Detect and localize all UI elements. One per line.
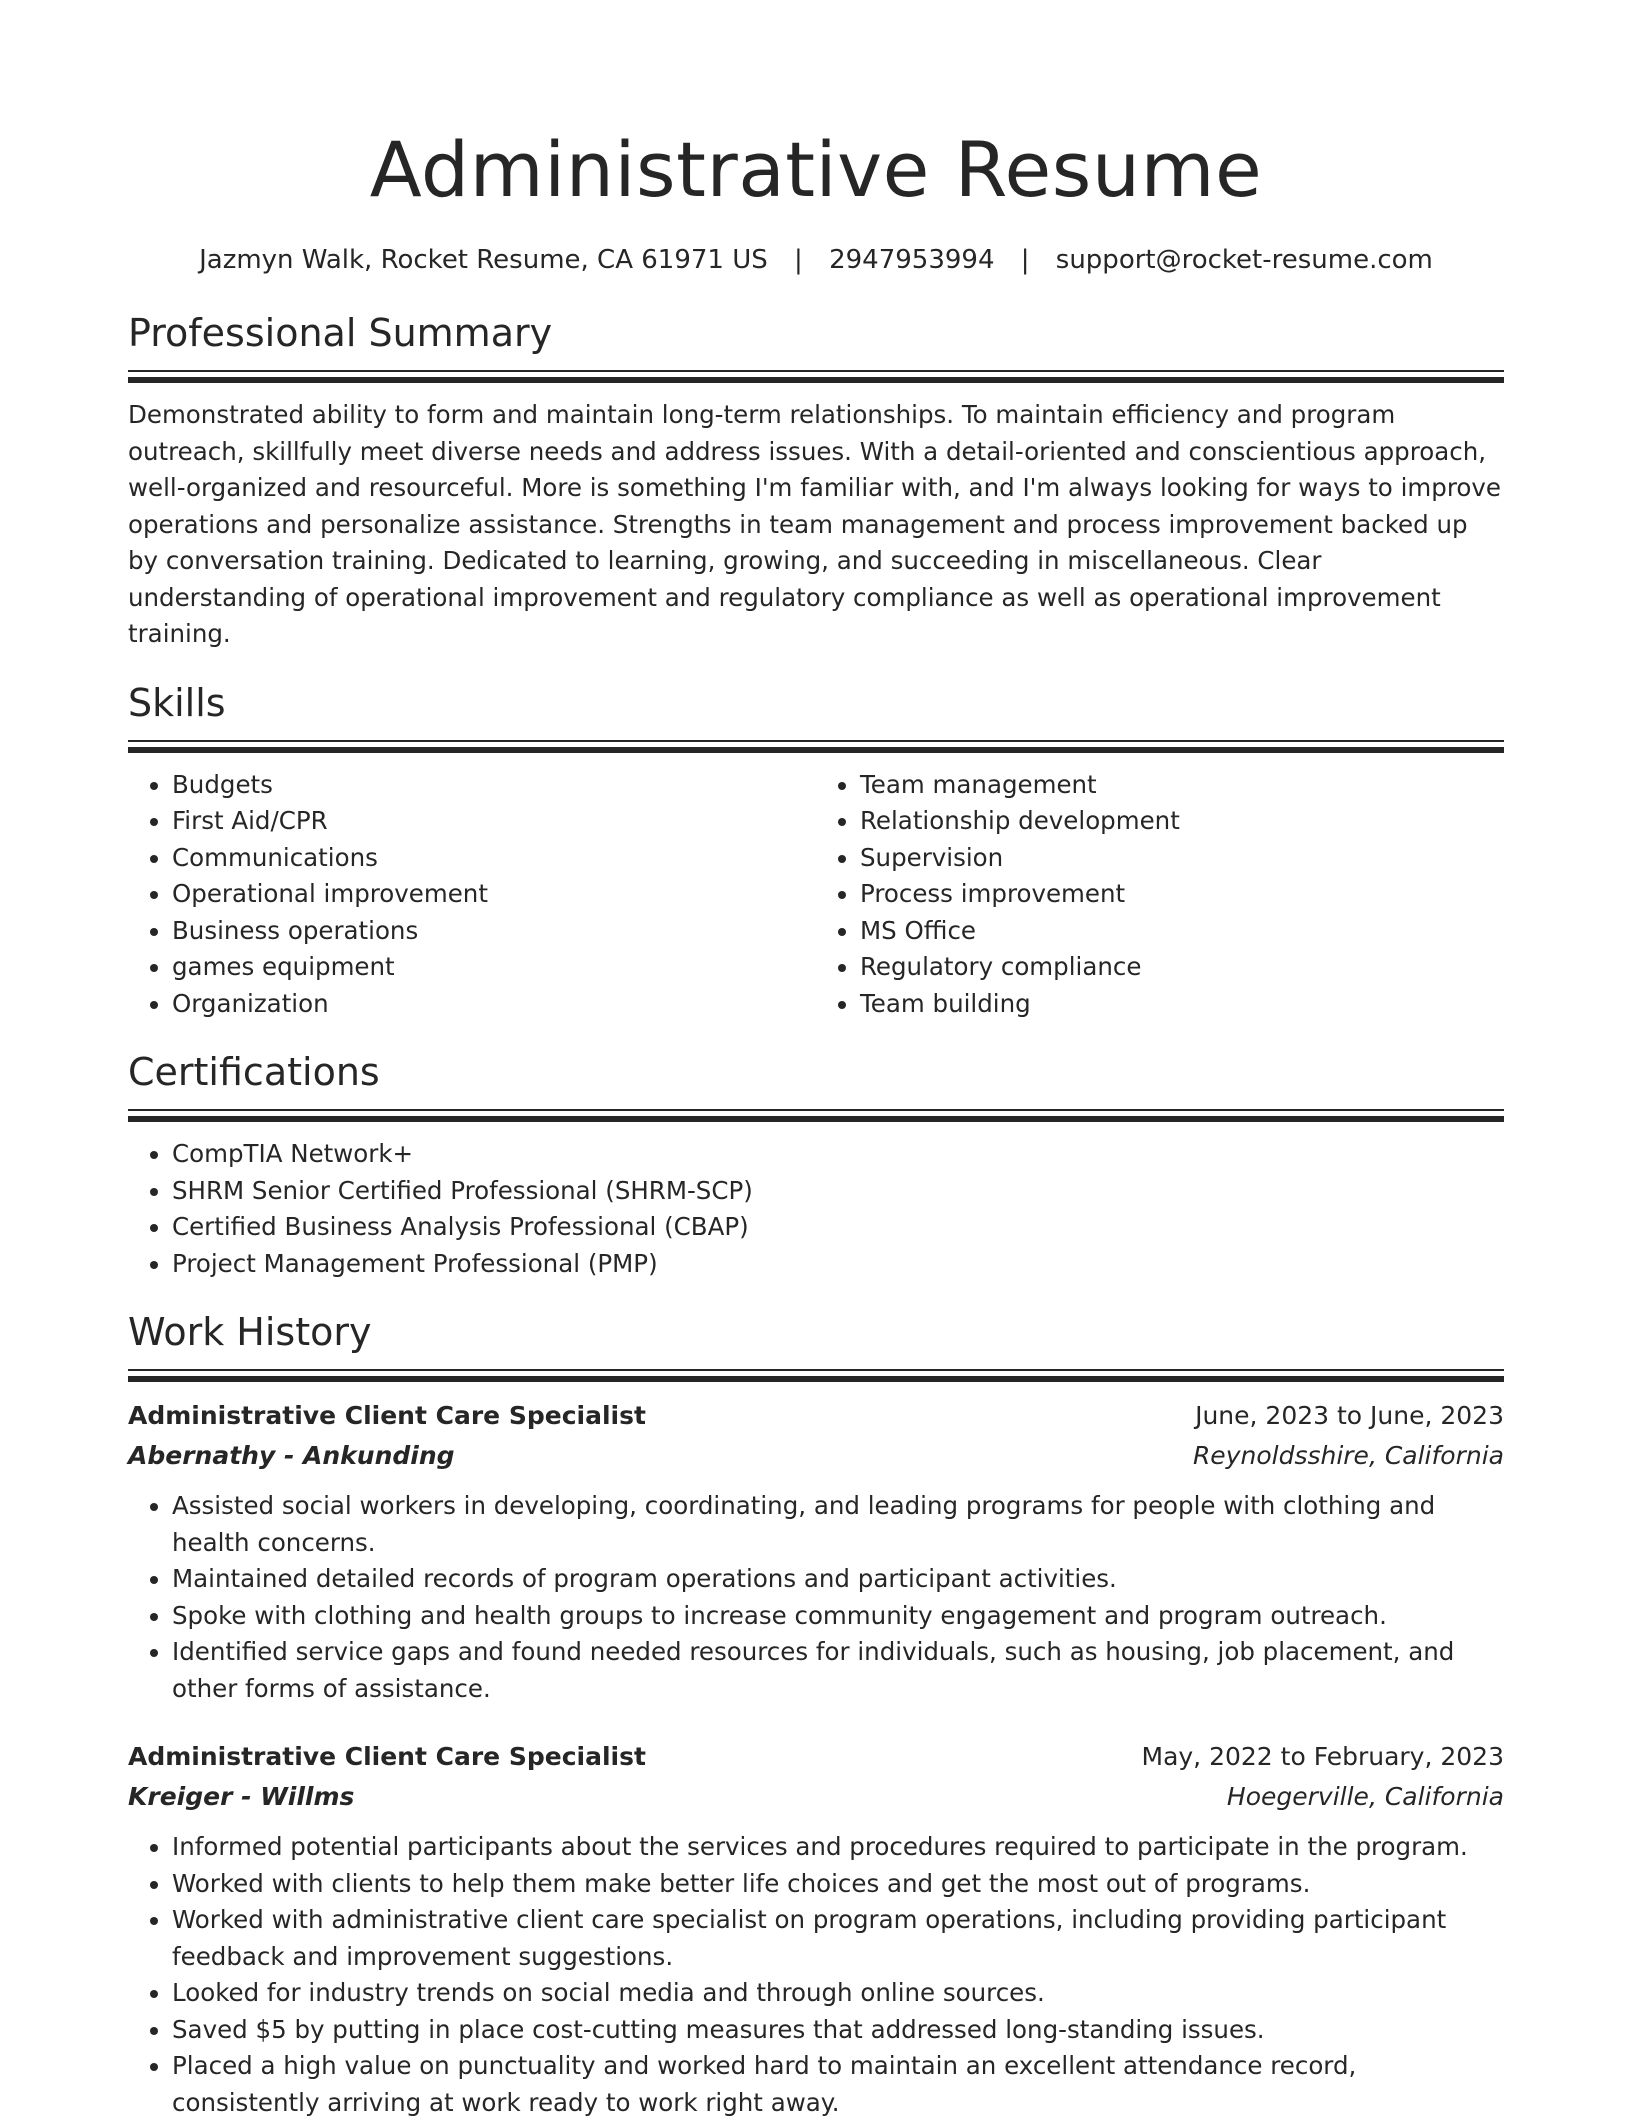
job-bullets [128,1829,1504,2121]
job-entry [128,1737,1504,2121]
certifications-heading: Certifications [128,1050,380,1094]
job-entry [128,1396,1504,1707]
skill-item: • Team building [860,986,1504,1023]
skill-item: • Organization [172,986,816,1023]
summary-heading: Professional Summary [128,311,553,355]
job-header [128,1396,1504,1436]
job-bullet: • Worked with clients to help them make better life choices and get the most out of programs. [172,1866,1504,1903]
job-bullet: • Placed a high value on punctuality and worked hard to maintain an excellent attendance record, consistently arriving at work ready to work right away. [172,2048,1504,2121]
work-history-section [128,1308,1504,2121]
job-location: Reynoldsshire, California [1192,1441,1504,1470]
skills-column-right [816,767,1504,1023]
job-subheader [128,1436,1504,1476]
job-dates: May, 2022 to February, 2023 [1141,1742,1504,1771]
job-bullet: • Informed potential participants about the services and procedures required to participate in the program. [172,1829,1504,1866]
section-divider [128,1109,1504,1122]
job-company: Abernathy - Ankunding [128,1441,455,1470]
job-header [128,1737,1504,1777]
job-bullet: • Looked for industry trends on social media and through online sources. [172,1975,1504,2012]
skill-item: • First Aid/CPR [172,803,816,840]
job-bullet: • Assisted social workers in developing, coordinating, and leading programs for people with clothing and health concerns. [172,1488,1504,1561]
skill-item: • Communications [172,840,816,877]
skills-section [128,679,1504,1023]
job-company: Kreiger - Willms [128,1782,355,1811]
certification-item: • Project Management Professional (PMP) [172,1246,1504,1283]
certifications-section [128,1048,1504,1282]
skill-item: • Business operations [172,913,816,950]
job-subheader [128,1777,1504,1817]
contact-phone: 2947953994 [829,245,995,275]
certifications-list [128,1136,1504,1282]
section-divider [128,370,1504,383]
skill-item: • MS Office [860,913,1504,950]
contact-separator: | [1020,245,1030,275]
skill-item: • Process improvement [860,876,1504,913]
section-divider [128,1369,1504,1382]
job-location: Hoegerville, California [1226,1782,1504,1811]
skill-item: • Operational improvement [172,876,816,913]
summary-text: Demonstrated ability to form and maintain long-term relationships. To maintain efficiency and program outreach, skillfully meet diverse needs and address issues. With a detail-oriented and conscientious approach, well-organized and resourceful. More is something I'm familiar with, and I'm always looking for ways to improve operations and personalize assistance. Strengths in team management and process improvement backed up by conversation training. Dedicated to learning, growing, and succeeding in miscellaneous. Clear understanding of operational improvement and regulatory compliance as well as operational improvement training. [128,400,1501,648]
skills-heading: Skills [128,680,226,725]
skill-item: • Team management [860,767,1504,804]
skills-list-left [128,767,816,1023]
skills-list-right [816,767,1504,1023]
work-history-heading: Work History [128,1310,372,1354]
job-bullet: • Identified service gaps and found needed resources for individuals, such as housing, job placement, and other forms of assistance. [172,1634,1504,1707]
job-title: Administrative Client Care Specialist [128,1401,646,1430]
contact-line [128,242,1504,278]
job-bullet: • Spoke with clothing and health groups to increase community engagement and program outreach. [172,1598,1504,1635]
certification-item: • Certified Business Analysis Professional (CBAP) [172,1209,1504,1246]
job-bullet: • Maintained detailed records of program operations and participant activities. [172,1561,1504,1598]
skill-item: • games equipment [172,949,816,986]
skill-item: • Relationship development [860,803,1504,840]
skill-item: • Supervision [860,840,1504,877]
skills-column-left [128,767,816,1023]
contact-address: Jazmyn Walk, Rocket Resume, CA 61971 US [199,245,768,275]
skill-item: • Budgets [172,767,816,804]
section-divider [128,740,1504,753]
certification-item: • CompTIA Network+ [172,1136,1504,1173]
job-bullet: • Saved $5 by putting in place cost-cutting measures that addressed long-standing issues. [172,2012,1504,2049]
contact-separator: | [794,245,803,275]
resume-title: Administrative Resume [369,125,1263,214]
job-bullets [128,1488,1504,1707]
job-title: Administrative Client Care Specialist [128,1742,646,1771]
summary-section [128,309,1504,653]
skill-item: • Regulatory compliance [860,949,1504,986]
job-dates: June, 2023 to June, 2023 [1195,1401,1504,1430]
skills-columns [128,767,1504,1023]
contact-email: support@rocket-resume.com [1055,245,1433,275]
job-bullet: • Worked with administrative client care specialist on program operations, including providing participant feedback and improvement suggestions. [172,1902,1504,1975]
certification-item: • SHRM Senior Certified Professional (SHRM-SCP) [172,1173,1504,1210]
